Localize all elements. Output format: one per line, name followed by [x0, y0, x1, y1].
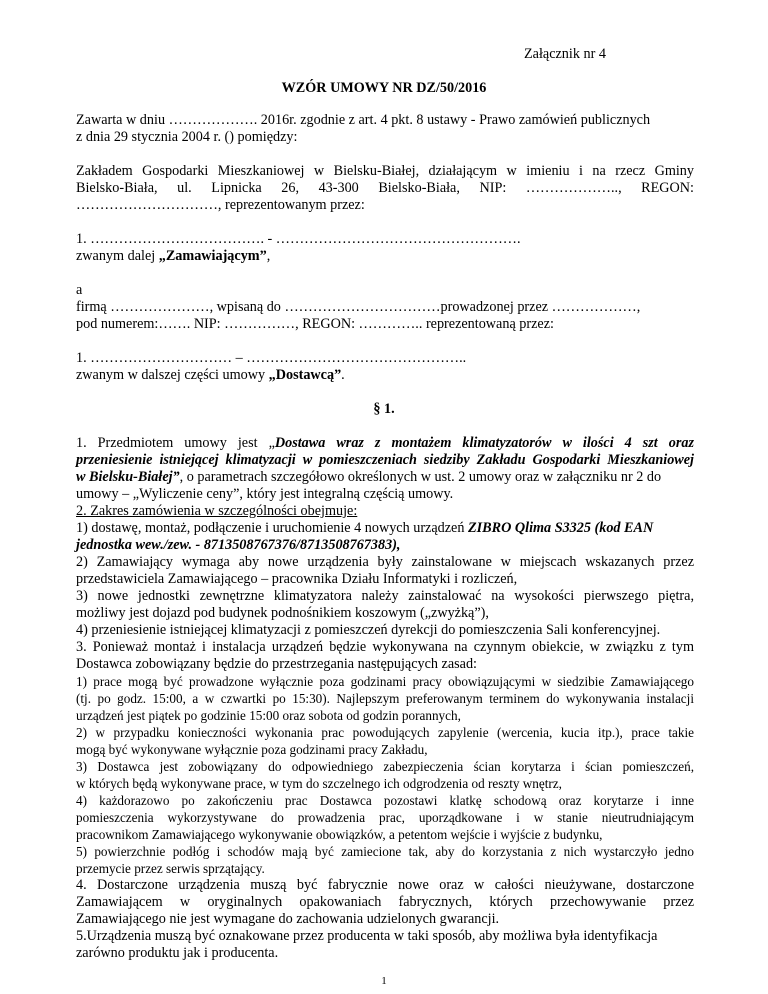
- section-heading: § 1.: [373, 401, 395, 417]
- p2-item-3-line-1: 3) nowe jednostki zewnętrzne klimatyzatora należy zainstalować na wysokości pierwszego piętra,: [76, 588, 694, 604]
- p3-rule-1-line-2: (tj. po godz. 15:00, a w czwartki po 15:30). Najlepszym preferowanym terminem do wykonywania instalacji: [76, 691, 694, 706]
- p1-line-3: w Bielsku-Białej”, o parametrach szczegółowo określonych w ust. 2 umowy oraz w załączniku nr 2 do: [76, 469, 662, 485]
- p2-item-3-line-2: możliwy jest dojazd pod budynek podnośnikiem koszowym („zwyżką”),: [76, 605, 489, 621]
- document-title: WZÓR UMOWY NR DZ/50/2016: [281, 80, 487, 96]
- firm-line-1: firmą …………………, wpisaną do ……………………………prowadzonej przez ………………,: [76, 299, 641, 315]
- p3-rule-5-line-2: przemycie przez serwis sprzątający.: [76, 861, 265, 876]
- p3-rule-4-line-2: pomieszczenia wykorzystywane do prowadzenia prac, uporządkowane i w stanie nieutrudniającym: [76, 810, 694, 825]
- p3-rule-2-line-1: 2) w przypadku konieczności wykonania prac powodujących zapylenie (wercenia, kucia itp.), prace takie: [76, 725, 694, 740]
- party-1-line-2: Bielsko-Biała, ul. Lipnicka 26, 43-300 Bielsko-Biała, NIP: ……………….., REGON:: [76, 180, 694, 196]
- p1-line-1: 1. Przedmiotem umowy jest „Dostawa wraz z montażem klimatyzatorów w ilości 4 szt oraz: [76, 435, 694, 451]
- supplier-line: zwanym w dalszej części umowy „Dostawcą”.: [76, 367, 345, 383]
- p5-line-1: 5.Urządzenia muszą być oznakowane przez producenta w taki sposób, aby możliwa była identyfikacja: [76, 928, 658, 944]
- p2-item-2-line-2: przedstawiciela Zamawiającego – pracownika Działu Informatyki i rozliczeń,: [76, 571, 518, 587]
- p3-rule-2-line-2: mogą być wykonywane wyłącznie poza godzinami pracy Zakładu,: [76, 742, 428, 757]
- ordering-party-line: zwanym dalej „Zamawiającym”,: [76, 248, 271, 264]
- intro-line-2: z dnia 29 stycznia 2004 r. () pomiędzy:: [76, 129, 298, 145]
- firm-line-2: pod numerem:……. NIP: ……………, REGON: ………….. reprezentowaną przez:: [76, 316, 554, 332]
- p1-line-4: umowy – „Wyliczenie ceny”, który jest integralną częścią umowy.: [76, 486, 454, 502]
- p3-line-2: Dostawca zobowiązany będzie do przestrzegania następujących zasad:: [76, 656, 477, 672]
- party-1-line-3: …………………………, reprezentowanym przez:: [76, 197, 365, 213]
- p2-heading: 2. Zakres zamówienia w szczególności obejmuje:: [76, 503, 358, 519]
- p2-item-1-line-2: jednostka wew./zew. - 8713508767376/8713508767383),: [76, 537, 401, 553]
- conjunction: a: [76, 282, 83, 298]
- party-1-line-1: Zakładem Gospodarki Mieszkaniowej w Bielsku-Białej, działającym w imieniu i na rzecz Gminy: [76, 163, 694, 179]
- p4-line-2: Zamawiającem w oryginalnych opakowaniach fabrycznych, których przechowywanie przez: [76, 894, 694, 910]
- p5-line-2: zarówno produktu jak i producenta.: [76, 945, 279, 961]
- p4-line-3: Zamawiającego nie jest wymagane do zachowania udzielonych gwarancji.: [76, 911, 500, 927]
- annex-label: Załącznik nr 4: [524, 46, 606, 62]
- p2-item-4: 4) przeniesienie istniejącej klimatyzacji z pomieszczeń dyrekcji do pomieszczenia Sali konferencyjnej.: [76, 622, 661, 638]
- p3-rule-4-line-3: pracownikom Zamawiającego wykonywanie obowiązków, a petentom wejście i wyjście z budynku,: [76, 827, 603, 842]
- p4-line-1: 4. Dostarczone urządzenia muszą być fabrycznie nowe oraz w całości nieużywane, dostarczone: [76, 877, 694, 893]
- intro-line-1: Zawarta w dniu ………………. 2016r. zgodnie z art. 4 pkt. 8 ustawy - Prawo zamówień publicznych: [76, 112, 651, 128]
- p1-line-2: przeniesienie istniejącej klimatyzacji w pomieszczeniach siedziby Zakładu Gospodarki Mieszkaniowej: [76, 452, 694, 468]
- p3-rule-3-line-1: 3) Dostawca jest zobowiązany do odpowiedniego zabezpieczenia ścian korytarza i ścian pomieszczeń,: [76, 759, 694, 774]
- p3-line-1: 3. Ponieważ montaż i instalacja urządzeń będzie wykonywana na czynnym obiekcie, w związku z tym: [76, 639, 694, 655]
- p2-item-2-line-1: 2) Zamawiający wymaga aby nowe urządzenia były zainstalowane w miejscach wskazanych przez: [76, 554, 694, 570]
- representative-2: 1. ………………………… – ………………………………………..: [76, 350, 467, 366]
- p3-rule-4-line-1: 4) każdorazowo po zakończeniu prac Dostawca pozostawi klatkę schodową oraz korytarze i inne: [76, 793, 694, 808]
- p3-rule-5-line-1: 5) powierzchnie podłóg i schodów mają być zamiecione tak, aby do korzystania z nich wystarczyło jedno: [76, 844, 694, 859]
- representative-1: 1. ………………………………. - …………………………………………….: [76, 231, 521, 247]
- p3-rule-1-line-3: urządzeń jest piątek po godzinie 15:00 oraz sobota od godzin porannych,: [76, 708, 461, 723]
- page-number: 1: [381, 975, 387, 987]
- p2-item-1-line-1: 1) dostawę, montaż, podłączenie i uruchomienie 4 nowych urządzeń ZIBRO Qlima S3325 (kod EAN: [76, 520, 654, 536]
- p3-rule-1-line-1: 1) prace mogą być prowadzone wyłącznie poza godzinami pracy obowiązującymi w siedzibie Zamawiającego: [76, 674, 694, 689]
- p3-rule-3-line-2: w których będą wykonywane prace, w tym do szczelnego ich odgrodzenia od reszty wnętrz,: [76, 776, 562, 791]
